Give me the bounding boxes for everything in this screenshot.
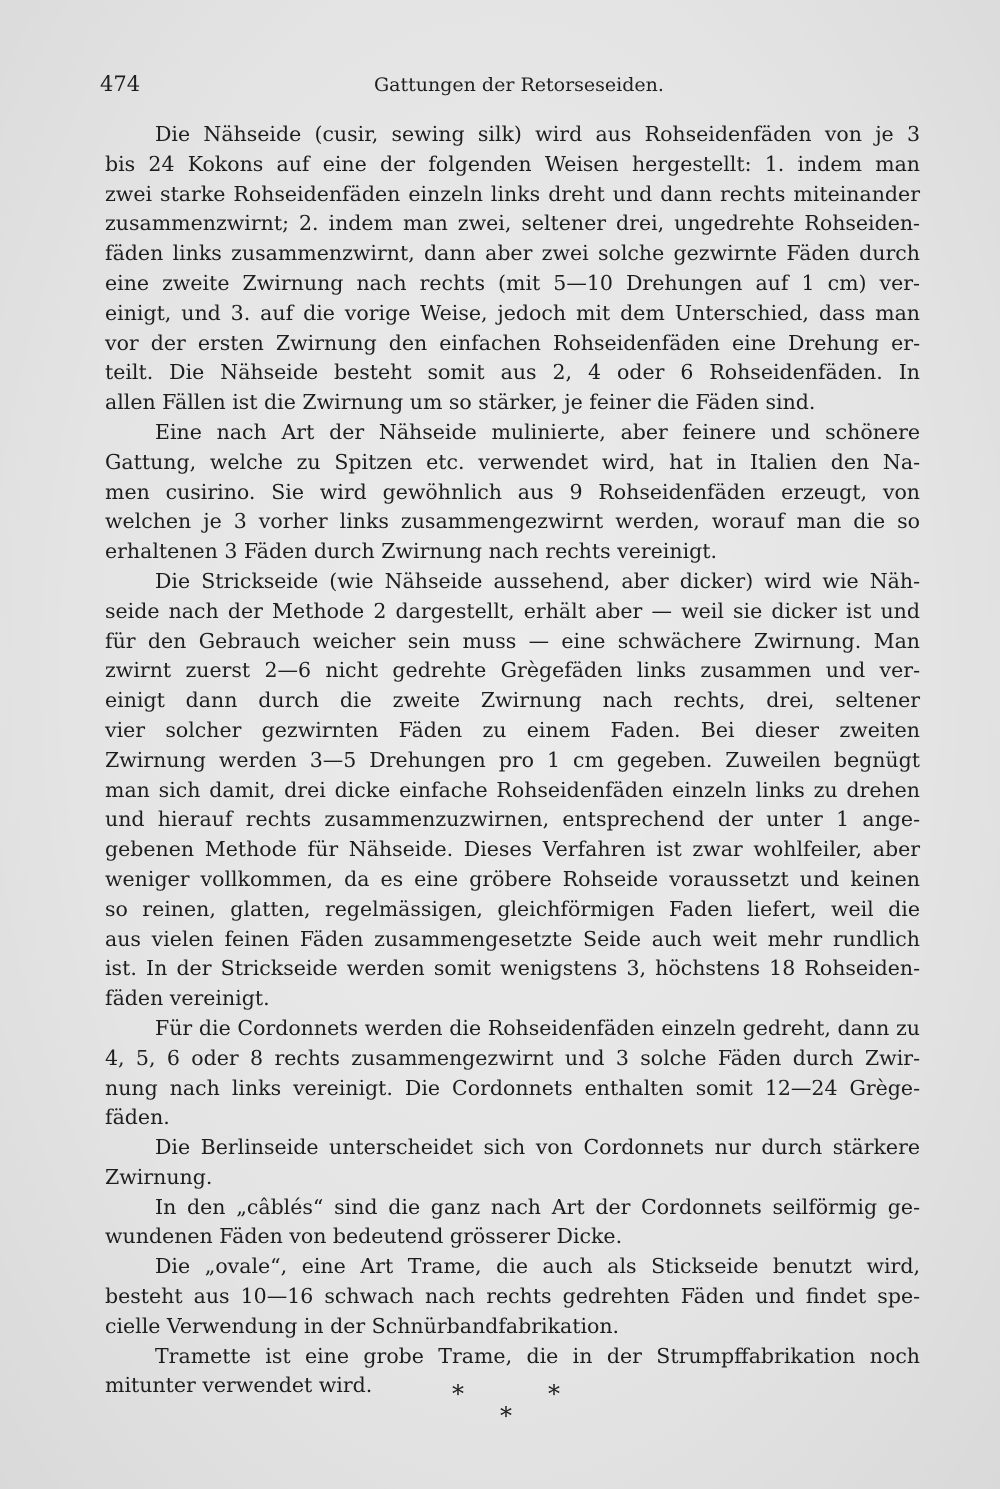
text-line: Die Strickseide (wie Nähseide aussehend, aber dicker) wird wie Näh-: [155, 568, 920, 593]
text-line: man sich damit, drei dicke einfache Rohseidenfäden einzeln links zu drehen: [105, 777, 920, 802]
text-line: 4, 5, 6 oder 8 rechts zusammengezwirnt und 3 solche Fäden durch Zwir-: [105, 1045, 920, 1070]
text-line: vier solcher gezwirnten Fäden zu einem Faden. Bei dieser zweiten: [105, 717, 920, 742]
text-line: Die Berlinseide unterscheidet sich von Cordonnets nur durch stärkere: [155, 1135, 920, 1160]
text-line: seide nach der Methode 2 dargestellt, erhält aber — weil sie dicker ist und: [105, 598, 920, 623]
text-line: Eine nach Art der Nähseide mulinierte, aber feinere und schönere: [155, 419, 920, 444]
paragraph: [105, 1133, 920, 1193]
text-line: In den „câblés“ sind die ganz nach Art der Cordonnets seilförmig ge-: [155, 1194, 920, 1219]
paragraph: [105, 567, 920, 1014]
paragraph: [105, 1014, 920, 1133]
text-line: nung nach links vereinigt. Die Cordonnets enthalten somit 12—24 Grège-: [105, 1075, 920, 1100]
text-line: zwei starke Rohseidenfäden einzeln links dreht und dann rechts miteinander: [105, 181, 920, 206]
text-line: Die „ovale“, eine Art Trame, die auch als Stickseide benutzt wird,: [155, 1254, 920, 1279]
text-line: bis 24 Kokons auf eine der folgenden Weisen hergestellt: 1. indem man: [105, 151, 920, 176]
asterisk: *: [500, 1402, 512, 1430]
text-line: eine zweite Zwirnung nach rechts (mit 5—10 Drehungen auf 1 cm) ver-: [105, 270, 920, 295]
paragraph: [105, 120, 920, 418]
asterism-divider: [440, 1380, 580, 1430]
paragraph: [105, 418, 920, 567]
text-line: für den Gebrauch weicher sein muss — eine schwächere Zwirnung. Man: [105, 628, 920, 653]
text-line: erhaltenen 3 Fäden durch Zwirnung nach rechts vereinigt.: [105, 539, 717, 564]
text-line: vor der ersten Zwirnung den einfachen Rohseidenfäden eine Drehung er-: [105, 330, 920, 355]
text-line: zwirnt zuerst 2—6 nicht gedrehte Grègefäden links zusammen und ver-: [105, 658, 920, 683]
text-line: mitunter verwendet wird.: [105, 1373, 373, 1398]
asterisk: *: [452, 1380, 464, 1408]
text-line: men cusirino. Sie wird gewöhnlich aus 9 Rohseidenfäden erzeugt, von: [105, 479, 920, 504]
text-line: so reinen, glatten, regelmässigen, gleichförmigen Faden liefert, weil die: [105, 896, 920, 921]
text-line: Zwirnung.: [105, 1164, 213, 1189]
paragraph: [105, 1193, 920, 1253]
text-line: einigt, und 3. auf die vorige Weise, jedoch mit dem Unterschied, dass man: [105, 300, 920, 325]
text-line: Gattung, welche zu Spitzen etc. verwendet wird, hat in Italien den Na-: [105, 449, 920, 474]
text-line: ist. In der Strickseide werden somit wenigstens 3, höchstens 18 Rohseiden-: [105, 956, 920, 981]
text-line: und hierauf rechts zusammenzuzwirnen, entsprechend der unter 1 ange-: [105, 807, 920, 832]
text-line: einigt dann durch die zweite Zwirnung nach rechts, drei, seltener: [105, 688, 920, 713]
paragraph: [105, 1252, 920, 1341]
text-line: fäden vereinigt.: [105, 986, 270, 1011]
text-line: weniger vollkommen, da es eine gröbere Rohseide voraussetzt und keinen: [105, 866, 920, 891]
text-line: wundenen Fäden von bedeutend grösserer Dicke.: [105, 1224, 623, 1249]
body-text: [105, 120, 920, 1401]
text-line: gebenen Methode für Nähseide. Dieses Verfahren ist zwar wohlfeiler, aber: [105, 837, 920, 862]
text-line: fäden.: [105, 1105, 170, 1130]
text-line: teilt. Die Nähseide besteht somit aus 2, 4 oder 6 Rohseidenfäden. In: [105, 360, 920, 385]
text-line: aus vielen feinen Fäden zusammengesetzte Seide auch weit mehr rundlich: [105, 926, 920, 951]
text-line: cielle Verwendung in der Schnürbandfabrikation.: [105, 1313, 620, 1338]
running-title: Gattungen der Retorseseiden.: [374, 74, 664, 96]
page-header: [100, 72, 920, 102]
asterisk: *: [548, 1380, 560, 1408]
text-line: Zwirnung werden 3—5 Drehungen pro 1 cm gegeben. Zuweilen begnügt: [105, 747, 920, 772]
text-line: zusammenzwirnt; 2. indem man zwei, seltener drei, ungedrehte Rohseiden-: [105, 211, 920, 236]
text-line: allen Fällen ist die Zwirnung um so stärker, je feiner die Fäden sind.: [105, 390, 816, 415]
text-line: Für die Cordonnets werden die Rohseidenfäden einzeln gedreht, dann zu: [155, 1015, 920, 1040]
text-line: welchen je 3 vorher links zusammengezwirnt werden, worauf man die so: [105, 509, 920, 534]
text-line: fäden links zusammenzwirnt, dann aber zwei solche gezwirnte Fäden durch: [105, 241, 920, 266]
text-line: Tramette ist eine grobe Trame, die in der Strumpffabrikation noch: [155, 1343, 920, 1368]
page-number: 474: [100, 72, 141, 96]
text-line: besteht aus 10—16 schwach nach rechts gedrehten Fäden und findet spe-: [105, 1284, 920, 1309]
text-line: Die Nähseide (cusir, sewing silk) wird aus Rohseidenfäden von je 3: [155, 122, 920, 146]
